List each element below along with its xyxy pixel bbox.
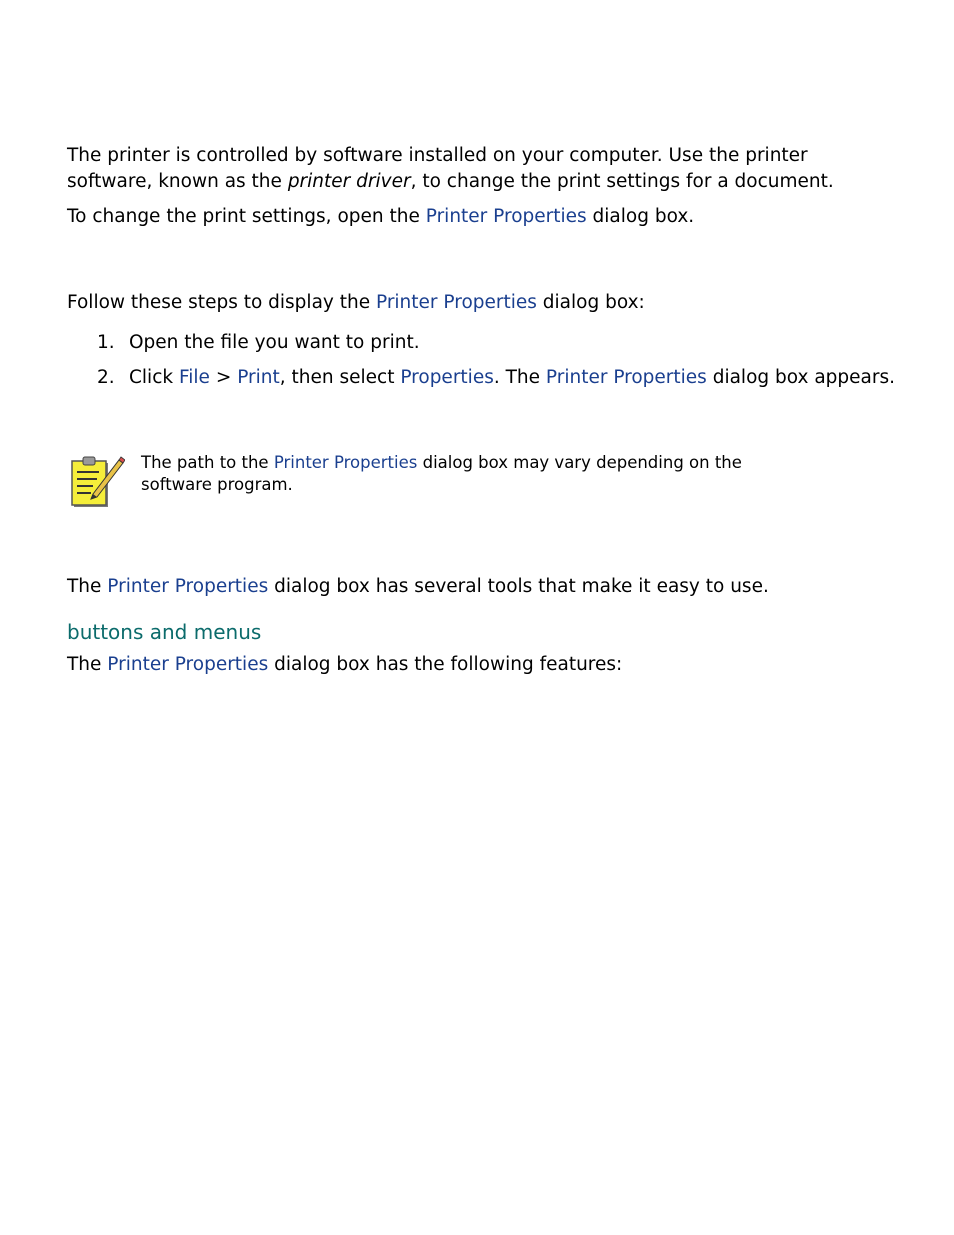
printer-properties-term: Printer Properties [375,292,537,313]
step-number: 1. [97,332,115,353]
intro-paragraph [67,143,897,195]
properties-term: Properties [400,367,494,388]
note-text-start: The path to the [141,453,274,472]
change-settings-text: To change the print settings, open the [67,206,426,227]
step-text: > [209,367,238,388]
printer-properties-term: Printer Properties [273,453,418,472]
intro-text-end: , to change the print settings for a document. [410,171,834,192]
notepad-pencil-icon [71,454,125,510]
file-menu-term: File [178,367,210,388]
features-text-end: dialog box has the following features: [268,654,623,675]
list-item [67,330,897,356]
printer-properties-term: Printer Properties [545,367,707,388]
intro-text: The printer is controlled by software installed on your computer. Use the printer software, known as the [67,145,808,192]
steps-list [67,330,897,400]
printer-properties-term: Printer Properties [107,654,269,675]
steps-intro-paragraph [67,290,897,316]
step-text: , then select [279,367,401,388]
printer-properties-term: Printer Properties [425,206,587,227]
step-number: 2. [97,367,115,388]
printer-driver-term: printer driver [287,171,411,192]
tools-text-end: dialog box has several tools that make it easy to use. [268,576,769,597]
note-text-end: dialog box may vary depending on the software program. [141,453,742,494]
print-menu-term: Print [237,367,280,388]
section-subheading: buttons and menus [67,620,262,644]
steps-intro-text-end: dialog box: [536,292,645,313]
change-settings-paragraph [67,204,897,230]
change-settings-text-end: dialog box. [586,206,695,227]
note-text [141,452,761,496]
features-paragraph [67,652,897,678]
tools-text: The [67,576,108,597]
step-text: Open the file you want to print. [129,332,420,353]
list-item [67,365,897,391]
printer-properties-term: Printer Properties [107,576,269,597]
steps-intro-text: Follow these steps to display the [67,292,376,313]
note-box [71,452,771,512]
features-text: The [67,654,108,675]
step-text: . The [493,367,546,388]
step-text: Click [129,367,179,388]
step-text: dialog box appears. [706,367,895,388]
tools-paragraph [67,574,897,600]
